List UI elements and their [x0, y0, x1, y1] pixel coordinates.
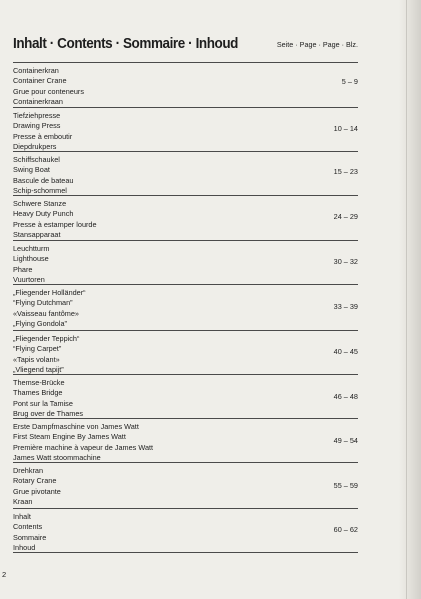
- page-range: 10 – 14: [333, 124, 358, 133]
- entry-title-line: Swing Boat: [13, 165, 50, 175]
- entry-title-line: Bascule de bateau: [13, 175, 74, 185]
- toc-entry: [13, 512, 358, 554]
- toc-entry: [13, 288, 358, 330]
- entry-title-line: Drehkran: [13, 466, 44, 475]
- entry-title-line: Thames Bridge: [13, 388, 63, 398]
- entry-title-line: Presse à emboutir: [13, 131, 73, 141]
- entry-title-line: „Fliegender Holländer“: [13, 288, 86, 297]
- entry-titles: [13, 378, 83, 419]
- toc-entry: [13, 111, 358, 153]
- entry-title-line: Erste Dampfmaschine von James Watt: [13, 422, 139, 431]
- entry-title-line: «Vaisseau fantôme»: [13, 308, 79, 318]
- entry-title-line: Container Crane: [13, 76, 67, 86]
- entry-title-line: „Flying Gondola”: [13, 318, 67, 328]
- contents-header: [13, 36, 358, 54]
- entry-title-line: Heavy Duty Punch: [13, 209, 74, 219]
- entry-title-line: Grue pour conteneurs: [13, 86, 84, 96]
- entry-title-line: Leuchtturm: [13, 244, 50, 253]
- page-range: 55 – 59: [333, 481, 358, 490]
- page-column-label: Seite · Page · Page · Blz.: [276, 40, 358, 49]
- entry-title-line: Lighthouse: [13, 254, 49, 264]
- entry-titles: [13, 466, 61, 507]
- entry-titles: [13, 155, 73, 196]
- entry-title-line: Schwere Stanze: [13, 199, 67, 208]
- entry-title-line: “Flying Carpet”: [13, 344, 62, 354]
- entry-title-line: Pont sur la Tamise: [13, 398, 73, 408]
- entry-titles: [13, 244, 50, 285]
- page-range: 15 – 23: [333, 167, 358, 176]
- entry-title-line: „Fliegender Teppich“: [13, 334, 80, 343]
- entry-title-line: Inhalt: [13, 512, 31, 521]
- entry-title-line: Première machine à vapeur de James Watt: [13, 442, 154, 452]
- page-range: 40 – 45: [333, 347, 358, 356]
- toc-entry: [13, 155, 358, 197]
- entry-title-line: Containerkran: [13, 66, 59, 75]
- page-range: 49 – 54: [333, 436, 358, 445]
- entry-title-line: Brug over de Thames: [13, 408, 84, 418]
- page-number: 2: [2, 570, 7, 579]
- page-range: 24 – 29: [333, 212, 358, 221]
- toc-entry: [13, 66, 358, 108]
- toc-entry: [13, 244, 358, 286]
- page-range: 60 – 62: [333, 525, 358, 534]
- page-binding-shadow: [399, 0, 421, 599]
- page-title: Inhalt · Contents · Sommaire · Inhoud: [13, 36, 239, 52]
- entry-title-line: Schip-schommel: [13, 185, 67, 195]
- page-range: 5 – 9: [341, 77, 358, 86]
- entry-title-line: First Steam Engine By James Watt: [13, 432, 126, 442]
- entry-title-line: Contents: [13, 522, 43, 532]
- toc-entry: [13, 334, 358, 376]
- entry-title-line: Inhoud: [13, 542, 36, 552]
- entry-titles: [13, 199, 97, 240]
- entry-title-line: Grue pivotante: [13, 486, 61, 496]
- entry-title-line: Presse à estamper lourde: [13, 219, 97, 229]
- toc-entry: [13, 422, 358, 464]
- divider-rule: [13, 62, 358, 63]
- entry-title-line: „Vliegend tapijt”: [13, 364, 64, 374]
- entry-title-line: «Tapis volant»: [13, 354, 60, 364]
- page-range: 33 – 39: [333, 302, 358, 311]
- divider-rule: [13, 508, 358, 509]
- entry-title-line: Tiefziehpresse: [13, 111, 61, 120]
- toc-entry: [13, 378, 358, 420]
- entry-titles: [13, 66, 84, 107]
- entry-title-line: Schiffschaukel: [13, 155, 60, 164]
- entry-title-line: Diepdrukpers: [13, 141, 57, 151]
- entry-title-line: Phare: [13, 264, 33, 274]
- page-range: 46 – 48: [333, 392, 358, 401]
- toc-entry: [13, 199, 358, 241]
- toc-entry: [13, 466, 358, 508]
- entry-titles: [13, 422, 153, 463]
- entry-title-line: “Flying Dutchman”: [13, 298, 73, 308]
- entry-titles: [13, 111, 72, 152]
- entry-titles: [13, 512, 46, 553]
- entry-title-line: James Watt stoommachine: [13, 452, 101, 462]
- entry-title-line: Kraan: [13, 496, 33, 506]
- divider-rule: [13, 330, 358, 331]
- binding-edge-line: [406, 0, 407, 599]
- entry-titles: [13, 288, 86, 329]
- entry-title-line: Themse-Brücke: [13, 378, 65, 387]
- entry-title-line: Rotary Crane: [13, 476, 57, 486]
- entry-titles: [13, 334, 79, 375]
- entry-title-line: Sommaire: [13, 532, 47, 542]
- entry-title-line: Containerkraan: [13, 96, 63, 106]
- entry-title-line: Stansapparaat: [13, 229, 61, 239]
- entry-title-line: Vuurtoren: [13, 274, 45, 284]
- entry-title-line: Drawing Press: [13, 121, 61, 131]
- page-range: 30 – 32: [333, 257, 358, 266]
